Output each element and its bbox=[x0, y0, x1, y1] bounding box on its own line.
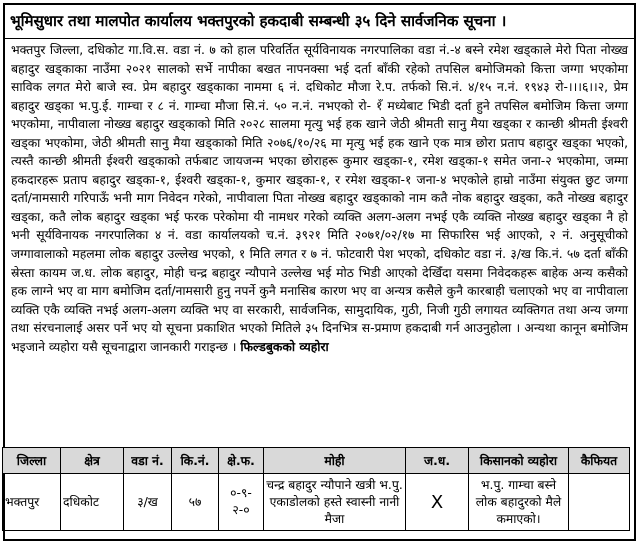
cell-mohi: चन्द्र बहादुर न्यौपाने खत्री भ.पु. एकाडोलको हस्ते स्वास्नी नानी मैजा bbox=[264, 474, 406, 531]
header-size: क्षे.फ. bbox=[219, 448, 264, 474]
cell-remarks bbox=[569, 474, 630, 531]
header-mohi: मोही bbox=[264, 448, 406, 474]
notice-title: भूमिसुधार तथा मालपोत कार्यालय भक्तपुरको हकदाबी सम्बन्धी ३५ दिने सार्वजनिक सूचना । bbox=[5, 5, 634, 39]
cell-size bbox=[219, 474, 264, 531]
header-jadha: ज.ध. bbox=[406, 448, 469, 474]
cell-jadha: X bbox=[406, 474, 469, 531]
land-details-table bbox=[2, 447, 630, 531]
header-ward: वडा नं. bbox=[124, 448, 172, 474]
header-district: जिल्ला bbox=[3, 448, 61, 474]
cell-size-line1: ०-९- bbox=[230, 486, 252, 500]
cell-farmer: भ.पु. गाम्चा बस्ने लोक बहादुरको मैले कमाएको। bbox=[469, 474, 569, 531]
notice-body-text: भक्तपुर जिल्ला, दधिकोट गा.वि.स. वडा नं. ७ को हाल परिवर्तित सूर्यविनायक नगरपालिका वडा नं.-४ बस्ने रमेश खड्काले मेरो पिता नोख्ख बहादुर खड्काका नाउँमा २०२१ सालको सर्भे नापीका बखत नापनक्सा भई दर्ता बाँकी रहेको तपसिल बमोजिमको कित्ता जग्गा भएकोमा साविक लगत मेरो बाजे स्व. प्रेम बहादुर खड्काका नाममा ६ नं. दधिकोट मौजा रे.प. तर्फको सि.नं. ४/१५ न.नं. १९४३ रो-।।।६।।२, प्रेम बहादुर खड्का भ.पु.ई. गाम्चा र ८ नं. गाम्चा मौजा सि.नं. ५० न.नं. नभएको रो- १ँ मध्येबाट भिडी दर्ता हुने तपसिल बमोजिम कित्ता जग्गा भएकोमा, नापीवाला नोख्ख बहादुर खड्काको मिति २०२८ सालमा मृत्यु भई हक खाने जेठी श्रीमती सानु मैया खड्का र कान्छी श्रीमती ईश्वरी खड्का भएकोमा, जेठी श्रीमती सानु मैया खड्काको मिति २०७६/१०/२६ मा मृत्यु भई हक खाने एक मात्र छोरा प्रताप बहादुर खड्का भएको, त्यस्तै कान्छी श्रीमती ईश्वरी खड्काको तर्फबाट जायजन्म भएका छोराहरू कुमार खड्का-१, रमेश खड्का-१ समेत जना-२ भएकोमा, जम्मा हकदारहरू प्रताप बहादुर खड्का-१, ईश्वरी खड्का-१, कुमार खड्का-१, र रमेश खड्का-१ जना-४ भएकोले हाम्रो नाउँमा संयुक्त छुट जग्गा दर्ता/नामसारी गरिपाऊँ भनी माग निवेदन गरेको, नापीवाला पिता नोख्ख बहादुर खड्काको नाम कतै नोक बहादुर खड्का, कतै नोख्ख बहादुर खड्का, कतै लोक बहादुर खड्का भई फरक परेकोमा यी नामधर गरेको व्यक्ति अलग-अलग नभई एकै व्यक्ति नोख्ख बहादुर खड्का नै हो भनी सूर्यविनायक नगरपालिका ४ नं. वडा कार्यालयको च.नं. ३९२१ मिति २०७१/०२/१७ मा सिफारिस भई आएको, २ नं. अनुसूचीको जग्गावालाको महलमा लोक बहादुर उल्लेख भएको, १ मिति लगत र ७ नं. फोटवारी पेश भएको, दधिकोट वडा नं. ३/ख कि.नं. ५७ दर्ता बाँकी स्रेस्ता कायम ज.ध. लोक बहादुर, मोही चन्द्र बहादुर न्यौपाने उल्लेख भई मोठ भिडी आएको देखिँदा यसमा निवेदकहरू बाहेक अन्य कसैको हक लाग्ने भए वा माग बमोजिम दर्ता/नामसारी हुनु नपर्ने कुनै मनासिब कारण भए वा अन्यत्र कसैले कुनै कारबाही चलाएको भए वा नापीवाला व्यक्ति एकै व्यक्ति नभई अलग-अलग व्यक्ति भए वा सरकारी, सार्वजनिक, सामुदायिक, गुठी, निजी गुठी लगायत व्यक्तिगत तथा अन्य जग्गा तथा संरचनालाई असर पर्ने भए यो सूचना प्रकाशित भएको मितिले ३५ दिनभित्र स-प्रमाण हकदाबी गर्न आउनुहोला । अन्यथा कानून बमोजिम भइजाने व्यहोरा यसै सूचनाद्वारा जानकारी गराइन्छ । bbox=[11, 43, 628, 354]
cell-kitta: ५७ bbox=[172, 474, 219, 531]
cell-district: भक्तपुर bbox=[3, 474, 61, 531]
table-header-row bbox=[3, 448, 630, 474]
fieldbook-heading: फिल्डबुकको व्यहोरा bbox=[240, 339, 329, 354]
header-area: क्षेत्र bbox=[61, 448, 124, 474]
header-kitta: कि.नं. bbox=[172, 448, 219, 474]
cell-ward: ३/ख bbox=[124, 474, 172, 531]
notice-body bbox=[5, 39, 634, 450]
cell-size-line2: २-० bbox=[232, 503, 250, 517]
cell-area: दधिकोट bbox=[61, 474, 124, 531]
header-remarks: कैफियत bbox=[569, 448, 630, 474]
header-farmer: किसानको व्यहोरा bbox=[469, 448, 569, 474]
table-row bbox=[3, 474, 630, 531]
